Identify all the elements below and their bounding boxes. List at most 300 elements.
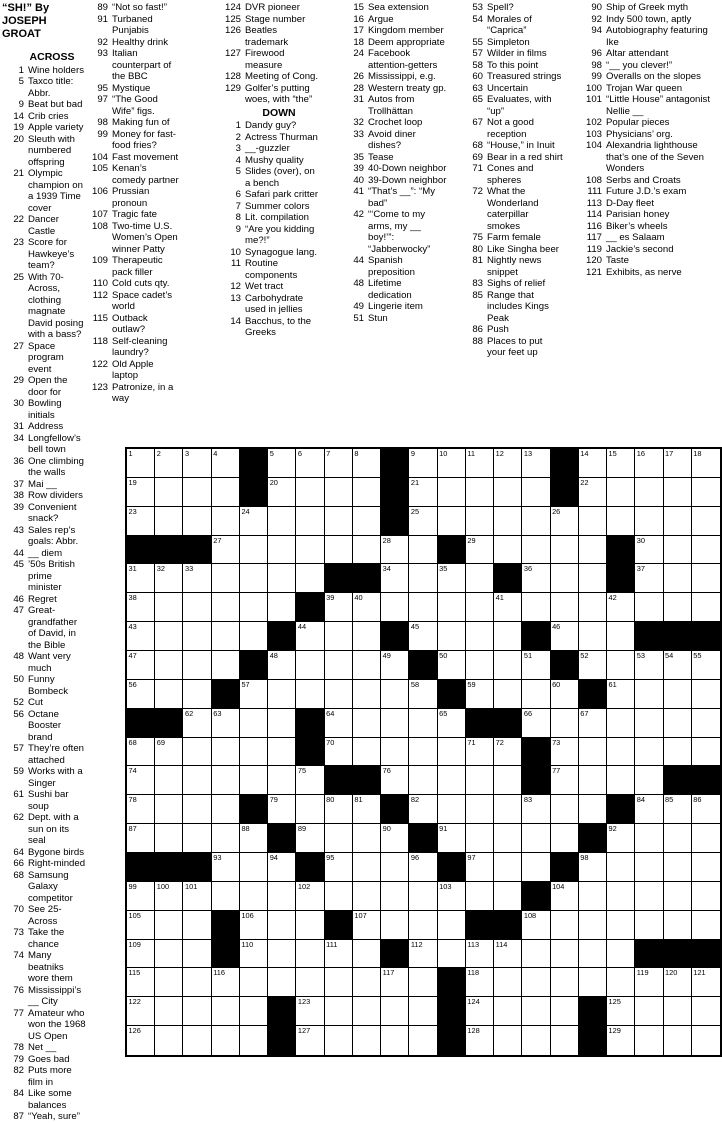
grid-cell-r13c20[interactable] xyxy=(664,795,692,824)
grid-cell-r4c11[interactable] xyxy=(409,536,437,565)
grid-cell-r6c11[interactable] xyxy=(409,593,437,622)
grid-cell-r16c18[interactable] xyxy=(607,882,635,911)
grid-cell-r11c6[interactable] xyxy=(268,738,296,767)
grid-cell-r17c11[interactable] xyxy=(409,911,437,940)
grid-cell-r14c15[interactable] xyxy=(522,824,550,853)
grid-cell-r3c21[interactable] xyxy=(692,507,720,536)
grid-cell-r9c19[interactable] xyxy=(635,680,663,709)
grid-cell-r8c19[interactable] xyxy=(635,651,663,680)
grid-cell-r19c17[interactable] xyxy=(579,968,607,997)
grid-cell-r14c9[interactable] xyxy=(353,824,381,853)
grid-cell-r16c10[interactable] xyxy=(381,882,409,911)
grid-cell-r16c17[interactable] xyxy=(579,882,607,911)
grid-cell-r19c13[interactable] xyxy=(466,968,494,997)
grid-cell-r4c14[interactable] xyxy=(494,536,522,565)
grid-cell-r9c3[interactable] xyxy=(183,680,211,709)
grid-cell-r17c12[interactable] xyxy=(438,911,466,940)
grid-cell-r5c6[interactable] xyxy=(268,564,296,593)
grid-cell-r21c9[interactable] xyxy=(353,1026,381,1055)
grid-cell-r21c19[interactable] xyxy=(635,1026,663,1055)
grid-cell-r9c8[interactable] xyxy=(325,680,353,709)
grid-cell-r3c17[interactable] xyxy=(579,507,607,536)
grid-cell-r16c12[interactable] xyxy=(438,882,466,911)
grid-cell-r17c15[interactable] xyxy=(522,911,550,940)
grid-cell-r3c18[interactable] xyxy=(607,507,635,536)
grid-cell-r4c13[interactable] xyxy=(466,536,494,565)
grid-cell-r13c11[interactable] xyxy=(409,795,437,824)
grid-cell-r11c2[interactable] xyxy=(155,738,183,767)
grid-cell-r15c14[interactable] xyxy=(494,853,522,882)
grid-cell-r10c6[interactable] xyxy=(268,709,296,738)
grid-cell-r3c20[interactable] xyxy=(664,507,692,536)
grid-cell-r9c18[interactable] xyxy=(607,680,635,709)
grid-cell-r1c20[interactable] xyxy=(664,449,692,478)
grid-cell-r21c15[interactable] xyxy=(522,1026,550,1055)
grid-cell-r1c7[interactable] xyxy=(296,449,324,478)
grid-cell-r13c9[interactable] xyxy=(353,795,381,824)
grid-cell-r9c10[interactable] xyxy=(381,680,409,709)
grid-cell-r20c14[interactable] xyxy=(494,997,522,1026)
grid-cell-r15c15[interactable] xyxy=(522,853,550,882)
grid-cell-r1c2[interactable] xyxy=(155,449,183,478)
grid-cell-r16c2[interactable] xyxy=(155,882,183,911)
grid-cell-r8c12[interactable] xyxy=(438,651,466,680)
grid-cell-r5c15[interactable] xyxy=(522,564,550,593)
grid-cell-r3c5[interactable] xyxy=(240,507,268,536)
grid-cell-r1c19[interactable] xyxy=(635,449,663,478)
grid-cell-r19c15[interactable] xyxy=(522,968,550,997)
grid-cell-r16c11[interactable] xyxy=(409,882,437,911)
grid-cell-r18c15[interactable] xyxy=(522,940,550,969)
grid-cell-r11c12[interactable] xyxy=(438,738,466,767)
grid-cell-r13c12[interactable] xyxy=(438,795,466,824)
grid-cell-r4c17[interactable] xyxy=(579,536,607,565)
grid-cell-r2c12[interactable] xyxy=(438,478,466,507)
grid-cell-r18c11[interactable] xyxy=(409,940,437,969)
grid-cell-r7c7[interactable] xyxy=(296,622,324,651)
grid-cell-r7c4[interactable] xyxy=(212,622,240,651)
grid-cell-r3c8[interactable] xyxy=(325,507,353,536)
grid-cell-r11c11[interactable] xyxy=(409,738,437,767)
grid-cell-r21c10[interactable] xyxy=(381,1026,409,1055)
grid-cell-r12c17[interactable] xyxy=(579,766,607,795)
grid-cell-r8c18[interactable] xyxy=(607,651,635,680)
grid-cell-r8c10[interactable] xyxy=(381,651,409,680)
grid-cell-r15c13[interactable] xyxy=(466,853,494,882)
grid-cell-r9c9[interactable] xyxy=(353,680,381,709)
grid-cell-r11c17[interactable] xyxy=(579,738,607,767)
grid-cell-r13c13[interactable] xyxy=(466,795,494,824)
grid-cell-r7c13[interactable] xyxy=(466,622,494,651)
grid-cell-r20c21[interactable] xyxy=(692,997,720,1026)
grid-cell-r6c3[interactable] xyxy=(183,593,211,622)
grid-cell-r20c4[interactable] xyxy=(212,997,240,1026)
grid-cell-r19c19[interactable] xyxy=(635,968,663,997)
grid-cell-r17c7[interactable] xyxy=(296,911,324,940)
grid-cell-r2c9[interactable] xyxy=(353,478,381,507)
grid-cell-r12c3[interactable] xyxy=(183,766,211,795)
grid-cell-r19c14[interactable] xyxy=(494,968,522,997)
grid-cell-r10c15[interactable] xyxy=(522,709,550,738)
grid-cell-r5c3[interactable] xyxy=(183,564,211,593)
grid-cell-r11c20[interactable] xyxy=(664,738,692,767)
grid-cell-r19c4[interactable] xyxy=(212,968,240,997)
grid-cell-r7c11[interactable] xyxy=(409,622,437,651)
grid-cell-r12c2[interactable] xyxy=(155,766,183,795)
grid-cell-r1c14[interactable] xyxy=(494,449,522,478)
grid-cell-r12c6[interactable] xyxy=(268,766,296,795)
grid-cell-r19c3[interactable] xyxy=(183,968,211,997)
grid-cell-r18c13[interactable] xyxy=(466,940,494,969)
grid-cell-r1c3[interactable] xyxy=(183,449,211,478)
grid-cell-r9c2[interactable] xyxy=(155,680,183,709)
grid-cell-r7c5[interactable] xyxy=(240,622,268,651)
grid-cell-r6c14[interactable] xyxy=(494,593,522,622)
grid-cell-r12c13[interactable] xyxy=(466,766,494,795)
grid-cell-r18c16[interactable] xyxy=(551,940,579,969)
grid-cell-r3c3[interactable] xyxy=(183,507,211,536)
grid-cell-r7c9[interactable] xyxy=(353,622,381,651)
grid-cell-r9c11[interactable] xyxy=(409,680,437,709)
grid-cell-r15c5[interactable] xyxy=(240,853,268,882)
grid-cell-r17c17[interactable] xyxy=(579,911,607,940)
grid-cell-r2c7[interactable] xyxy=(296,478,324,507)
grid-cell-r20c18[interactable] xyxy=(607,997,635,1026)
grid-cell-r8c17[interactable] xyxy=(579,651,607,680)
grid-cell-r20c20[interactable] xyxy=(664,997,692,1026)
grid-cell-r4c6[interactable] xyxy=(268,536,296,565)
grid-cell-r16c20[interactable] xyxy=(664,882,692,911)
grid-cell-r17c20[interactable] xyxy=(664,911,692,940)
grid-cell-r4c9[interactable] xyxy=(353,536,381,565)
grid-cell-r15c6[interactable] xyxy=(268,853,296,882)
grid-cell-r4c16[interactable] xyxy=(551,536,579,565)
grid-cell-r11c16[interactable] xyxy=(551,738,579,767)
grid-cell-r12c16[interactable] xyxy=(551,766,579,795)
grid-cell-r2c4[interactable] xyxy=(212,478,240,507)
grid-cell-r2c13[interactable] xyxy=(466,478,494,507)
grid-cell-r6c9[interactable] xyxy=(353,593,381,622)
grid-cell-r10c19[interactable] xyxy=(635,709,663,738)
grid-cell-r16c1[interactable] xyxy=(127,882,155,911)
grid-cell-r2c1[interactable] xyxy=(127,478,155,507)
grid-cell-r2c19[interactable] xyxy=(635,478,663,507)
grid-cell-r14c4[interactable] xyxy=(212,824,240,853)
grid-cell-r12c12[interactable] xyxy=(438,766,466,795)
grid-cell-r3c2[interactable] xyxy=(155,507,183,536)
grid-cell-r2c11[interactable] xyxy=(409,478,437,507)
grid-cell-r13c4[interactable] xyxy=(212,795,240,824)
grid-cell-r6c12[interactable] xyxy=(438,593,466,622)
grid-cell-r15c19[interactable] xyxy=(635,853,663,882)
grid-cell-r6c16[interactable] xyxy=(551,593,579,622)
grid-cell-r5c20[interactable] xyxy=(664,564,692,593)
grid-cell-r13c15[interactable] xyxy=(522,795,550,824)
grid-cell-r4c19[interactable] xyxy=(635,536,663,565)
grid-cell-r16c16[interactable] xyxy=(551,882,579,911)
grid-cell-r10c8[interactable] xyxy=(325,709,353,738)
grid-cell-r16c8[interactable] xyxy=(325,882,353,911)
grid-cell-r16c6[interactable] xyxy=(268,882,296,911)
grid-cell-r19c10[interactable] xyxy=(381,968,409,997)
grid-cell-r6c4[interactable] xyxy=(212,593,240,622)
grid-cell-r14c19[interactable] xyxy=(635,824,663,853)
grid-cell-r10c16[interactable] xyxy=(551,709,579,738)
grid-cell-r9c1[interactable] xyxy=(127,680,155,709)
grid-cell-r8c8[interactable] xyxy=(325,651,353,680)
grid-cell-r6c17[interactable] xyxy=(579,593,607,622)
grid-cell-r8c6[interactable] xyxy=(268,651,296,680)
grid-cell-r18c8[interactable] xyxy=(325,940,353,969)
grid-cell-r2c20[interactable] xyxy=(664,478,692,507)
grid-cell-r3c9[interactable] xyxy=(353,507,381,536)
grid-cell-r1c11[interactable] xyxy=(409,449,437,478)
grid-cell-r12c10[interactable] xyxy=(381,766,409,795)
grid-cell-r3c7[interactable] xyxy=(296,507,324,536)
grid-cell-r17c2[interactable] xyxy=(155,911,183,940)
grid-cell-r3c12[interactable] xyxy=(438,507,466,536)
grid-cell-r19c20[interactable] xyxy=(664,968,692,997)
grid-cell-r6c1[interactable] xyxy=(127,593,155,622)
grid-cell-r2c17[interactable] xyxy=(579,478,607,507)
grid-cell-r15c9[interactable] xyxy=(353,853,381,882)
grid-cell-r21c2[interactable] xyxy=(155,1026,183,1055)
grid-cell-r20c11[interactable] xyxy=(409,997,437,1026)
grid-cell-r1c4[interactable] xyxy=(212,449,240,478)
grid-cell-r13c7[interactable] xyxy=(296,795,324,824)
grid-cell-r18c12[interactable] xyxy=(438,940,466,969)
grid-cell-r10c10[interactable] xyxy=(381,709,409,738)
grid-cell-r9c5[interactable] xyxy=(240,680,268,709)
grid-cell-r19c21[interactable] xyxy=(692,968,720,997)
grid-cell-r19c6[interactable] xyxy=(268,968,296,997)
grid-cell-r6c5[interactable] xyxy=(240,593,268,622)
grid-cell-r2c2[interactable] xyxy=(155,478,183,507)
grid-cell-r8c15[interactable] xyxy=(522,651,550,680)
grid-cell-r18c7[interactable] xyxy=(296,940,324,969)
grid-cell-r3c16[interactable] xyxy=(551,507,579,536)
grid-cell-r20c1[interactable] xyxy=(127,997,155,1026)
grid-cell-r2c3[interactable] xyxy=(183,478,211,507)
grid-cell-r16c13[interactable] xyxy=(466,882,494,911)
grid-cell-r11c19[interactable] xyxy=(635,738,663,767)
grid-cell-r10c17[interactable] xyxy=(579,709,607,738)
grid-cell-r9c7[interactable] xyxy=(296,680,324,709)
grid-cell-r5c19[interactable] xyxy=(635,564,663,593)
grid-cell-r21c18[interactable] xyxy=(607,1026,635,1055)
grid-cell-r11c4[interactable] xyxy=(212,738,240,767)
grid-cell-r6c15[interactable] xyxy=(522,593,550,622)
grid-cell-r14c13[interactable] xyxy=(466,824,494,853)
grid-cell-r4c21[interactable] xyxy=(692,536,720,565)
grid-cell-r7c2[interactable] xyxy=(155,622,183,651)
grid-cell-r6c20[interactable] xyxy=(664,593,692,622)
grid-cell-r15c21[interactable] xyxy=(692,853,720,882)
grid-cell-r18c14[interactable] xyxy=(494,940,522,969)
grid-cell-r10c9[interactable] xyxy=(353,709,381,738)
grid-cell-r3c1[interactable] xyxy=(127,507,155,536)
grid-cell-r15c10[interactable] xyxy=(381,853,409,882)
grid-cell-r9c20[interactable] xyxy=(664,680,692,709)
grid-cell-r13c2[interactable] xyxy=(155,795,183,824)
grid-cell-r21c14[interactable] xyxy=(494,1026,522,1055)
grid-cell-r2c6[interactable] xyxy=(268,478,296,507)
grid-cell-r5c7[interactable] xyxy=(296,564,324,593)
grid-cell-r1c9[interactable] xyxy=(353,449,381,478)
grid-cell-r18c2[interactable] xyxy=(155,940,183,969)
grid-cell-r12c1[interactable] xyxy=(127,766,155,795)
grid-cell-r9c14[interactable] xyxy=(494,680,522,709)
grid-cell-r1c6[interactable] xyxy=(268,449,296,478)
grid-cell-r20c3[interactable] xyxy=(183,997,211,1026)
grid-cell-r6c6[interactable] xyxy=(268,593,296,622)
grid-cell-r10c5[interactable] xyxy=(240,709,268,738)
grid-cell-r18c9[interactable] xyxy=(353,940,381,969)
grid-cell-r18c5[interactable] xyxy=(240,940,268,969)
grid-cell-r10c21[interactable] xyxy=(692,709,720,738)
grid-cell-r13c16[interactable] xyxy=(551,795,579,824)
grid-cell-r11c1[interactable] xyxy=(127,738,155,767)
grid-cell-r9c21[interactable] xyxy=(692,680,720,709)
grid-cell-r10c11[interactable] xyxy=(409,709,437,738)
grid-cell-r2c21[interactable] xyxy=(692,478,720,507)
grid-cell-r11c3[interactable] xyxy=(183,738,211,767)
grid-cell-r1c18[interactable] xyxy=(607,449,635,478)
grid-cell-r5c1[interactable] xyxy=(127,564,155,593)
grid-cell-r11c13[interactable] xyxy=(466,738,494,767)
grid-cell-r5c12[interactable] xyxy=(438,564,466,593)
grid-cell-r14c3[interactable] xyxy=(183,824,211,853)
grid-cell-r21c1[interactable] xyxy=(127,1026,155,1055)
grid-cell-r13c17[interactable] xyxy=(579,795,607,824)
grid-cell-r14c21[interactable] xyxy=(692,824,720,853)
grid-cell-r18c17[interactable] xyxy=(579,940,607,969)
grid-cell-r19c5[interactable] xyxy=(240,968,268,997)
grid-cell-r16c14[interactable] xyxy=(494,882,522,911)
grid-cell-r6c8[interactable] xyxy=(325,593,353,622)
grid-cell-r16c19[interactable] xyxy=(635,882,663,911)
grid-cell-r18c3[interactable] xyxy=(183,940,211,969)
grid-cell-r13c3[interactable] xyxy=(183,795,211,824)
grid-cell-r10c3[interactable] xyxy=(183,709,211,738)
grid-cell-r1c21[interactable] xyxy=(692,449,720,478)
grid-cell-r13c6[interactable] xyxy=(268,795,296,824)
grid-cell-r7c12[interactable] xyxy=(438,622,466,651)
grid-cell-r17c9[interactable] xyxy=(353,911,381,940)
grid-cell-r14c7[interactable] xyxy=(296,824,324,853)
grid-cell-r14c10[interactable] xyxy=(381,824,409,853)
grid-cell-r5c4[interactable] xyxy=(212,564,240,593)
grid-cell-r21c20[interactable] xyxy=(664,1026,692,1055)
grid-cell-r16c3[interactable] xyxy=(183,882,211,911)
grid-cell-r20c15[interactable] xyxy=(522,997,550,1026)
grid-cell-r10c18[interactable] xyxy=(607,709,635,738)
grid-cell-r9c15[interactable] xyxy=(522,680,550,709)
grid-cell-r5c2[interactable] xyxy=(155,564,183,593)
grid-cell-r7c14[interactable] xyxy=(494,622,522,651)
grid-cell-r20c5[interactable] xyxy=(240,997,268,1026)
grid-cell-r21c16[interactable] xyxy=(551,1026,579,1055)
grid-cell-r20c8[interactable] xyxy=(325,997,353,1026)
grid-cell-r12c11[interactable] xyxy=(409,766,437,795)
grid-cell-r13c8[interactable] xyxy=(325,795,353,824)
grid-cell-r14c20[interactable] xyxy=(664,824,692,853)
grid-cell-r6c21[interactable] xyxy=(692,593,720,622)
grid-cell-r18c18[interactable] xyxy=(607,940,635,969)
grid-cell-r3c14[interactable] xyxy=(494,507,522,536)
grid-cell-r15c4[interactable] xyxy=(212,853,240,882)
grid-cell-r8c1[interactable] xyxy=(127,651,155,680)
grid-cell-r12c7[interactable] xyxy=(296,766,324,795)
grid-cell-r5c16[interactable] xyxy=(551,564,579,593)
grid-cell-r7c18[interactable] xyxy=(607,622,635,651)
grid-cell-r18c1[interactable] xyxy=(127,940,155,969)
grid-cell-r19c8[interactable] xyxy=(325,968,353,997)
grid-cell-r2c14[interactable] xyxy=(494,478,522,507)
grid-cell-r3c11[interactable] xyxy=(409,507,437,536)
grid-cell-r7c17[interactable] xyxy=(579,622,607,651)
grid-cell-r16c9[interactable] xyxy=(353,882,381,911)
grid-cell-r16c5[interactable] xyxy=(240,882,268,911)
grid-cell-r14c5[interactable] xyxy=(240,824,268,853)
grid-cell-r17c21[interactable] xyxy=(692,911,720,940)
grid-cell-r6c2[interactable] xyxy=(155,593,183,622)
grid-cell-r14c16[interactable] xyxy=(551,824,579,853)
grid-cell-r15c11[interactable] xyxy=(409,853,437,882)
grid-cell-r20c2[interactable] xyxy=(155,997,183,1026)
grid-cell-r20c16[interactable] xyxy=(551,997,579,1026)
grid-cell-r7c16[interactable] xyxy=(551,622,579,651)
grid-cell-r1c17[interactable] xyxy=(579,449,607,478)
grid-cell-r7c8[interactable] xyxy=(325,622,353,651)
grid-cell-r9c16[interactable] xyxy=(551,680,579,709)
grid-cell-r5c17[interactable] xyxy=(579,564,607,593)
grid-cell-r19c2[interactable] xyxy=(155,968,183,997)
grid-cell-r1c12[interactable] xyxy=(438,449,466,478)
grid-cell-r8c9[interactable] xyxy=(353,651,381,680)
grid-cell-r6c19[interactable] xyxy=(635,593,663,622)
grid-cell-r8c2[interactable] xyxy=(155,651,183,680)
grid-cell-r4c4[interactable] xyxy=(212,536,240,565)
grid-cell-r11c5[interactable] xyxy=(240,738,268,767)
grid-cell-r21c21[interactable] xyxy=(692,1026,720,1055)
grid-cell-r13c14[interactable] xyxy=(494,795,522,824)
grid-cell-r3c19[interactable] xyxy=(635,507,663,536)
grid-cell-r5c13[interactable] xyxy=(466,564,494,593)
grid-cell-r15c18[interactable] xyxy=(607,853,635,882)
grid-cell-r17c3[interactable] xyxy=(183,911,211,940)
grid-cell-r6c18[interactable] xyxy=(607,593,635,622)
grid-cell-r10c20[interactable] xyxy=(664,709,692,738)
grid-cell-r18c6[interactable] xyxy=(268,940,296,969)
grid-cell-r10c4[interactable] xyxy=(212,709,240,738)
grid-cell-r20c19[interactable] xyxy=(635,997,663,1026)
grid-cell-r13c21[interactable] xyxy=(692,795,720,824)
grid-cell-r4c8[interactable] xyxy=(325,536,353,565)
grid-cell-r3c4[interactable] xyxy=(212,507,240,536)
grid-cell-r4c20[interactable] xyxy=(664,536,692,565)
grid-cell-r14c12[interactable] xyxy=(438,824,466,853)
grid-cell-r8c7[interactable] xyxy=(296,651,324,680)
grid-cell-r11c21[interactable] xyxy=(692,738,720,767)
grid-cell-r20c10[interactable] xyxy=(381,997,409,1026)
grid-cell-r2c15[interactable] xyxy=(522,478,550,507)
grid-cell-r21c13[interactable] xyxy=(466,1026,494,1055)
grid-cell-r14c2[interactable] xyxy=(155,824,183,853)
grid-cell-r12c19[interactable] xyxy=(635,766,663,795)
grid-cell-r6c13[interactable] xyxy=(466,593,494,622)
grid-cell-r19c11[interactable] xyxy=(409,968,437,997)
